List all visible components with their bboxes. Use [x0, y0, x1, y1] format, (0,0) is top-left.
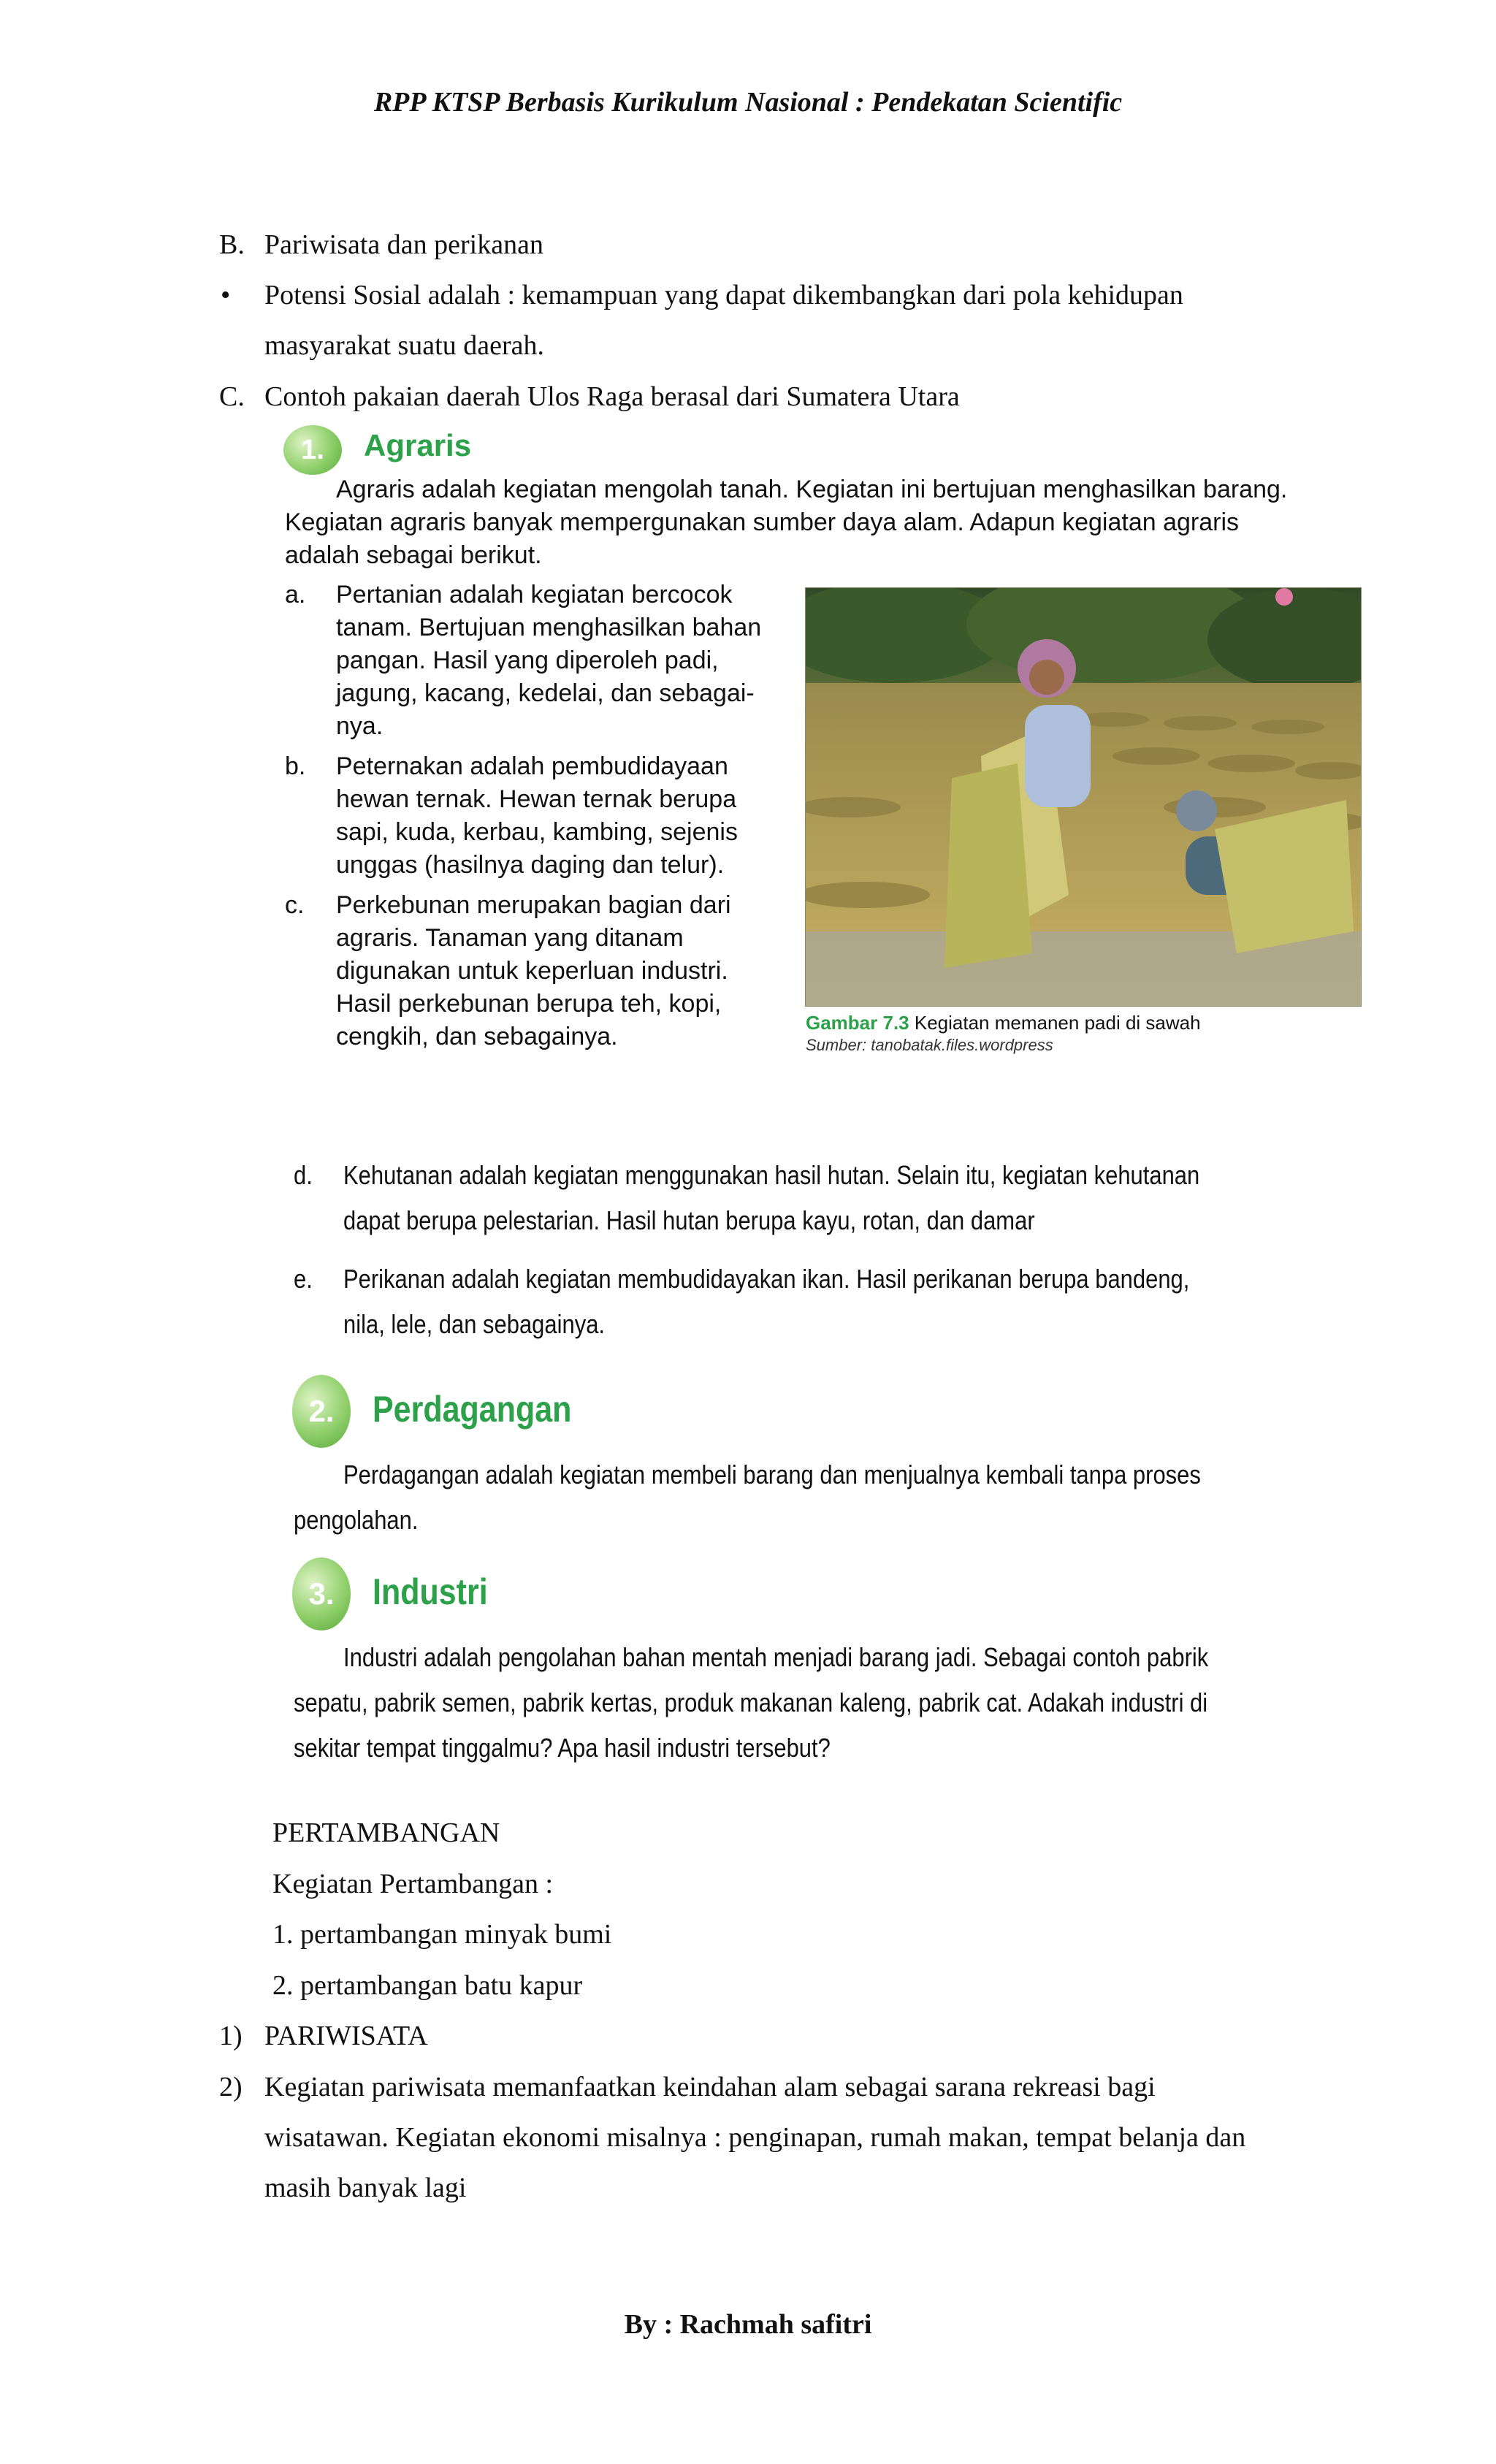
peternakan-line4: unggas (hasilnya daging dan telur).: [336, 851, 725, 879]
perdagangan-line1: Perdagangan adalah kegiatan membeli barang dan menjualnya kembali tanpa proses: [343, 1460, 1201, 1490]
list-item-ulos-raga: Contoh pakaian daerah Ulos Raga berasal dari Sumatera Utara: [264, 381, 960, 412]
figure-label: Gambar 7.3: [806, 1012, 909, 1034]
peternakan-line3: sapi, kuda, kerbau, kambing, sejenis: [336, 818, 738, 846]
rice-harvest-photo: [805, 587, 1362, 1007]
peternakan-line1: Peternakan adalah pembudidayaan: [336, 752, 728, 780]
list-marker-c: C.: [219, 381, 245, 412]
kehutanan-line2: dapat berupa pelestarian. Hasil hutan berupa kayu, rotan, dan damar: [343, 1205, 1035, 1235]
pariwisata-line3: masih banyak lagi: [264, 2173, 467, 2203]
industri-line2: sepatu, pabrik semen, pabrik kertas, produk makanan kaleng, pabrik cat. Adakah industri di: [294, 1687, 1208, 1717]
section-number-badge: 3.: [292, 1557, 351, 1630]
perdagangan-heading: Perdagangan: [373, 1389, 572, 1430]
pertambangan-item-1: 1. pertambangan minyak bumi: [272, 1919, 612, 1950]
item-marker-a: a.: [285, 581, 306, 609]
kehutanan-line1: Kehutanan adalah kegiatan menggunakan hasil hutan. Selain itu, kegiatan kehutanan: [343, 1160, 1200, 1190]
perkebunan-line3: digunakan untuk keperluan industri.: [336, 957, 728, 985]
pariwisata-title: PARIWISATA: [264, 2021, 428, 2051]
perikanan-line1: Perikanan adalah kegiatan membudidayakan ikan. Hasil perikanan berupa bandeng,: [343, 1264, 1190, 1294]
perkebunan-line5: cengkih, dan sebagainya.: [336, 1023, 618, 1050]
list-marker-1: 1): [219, 2021, 243, 2051]
item-marker-e: e.: [294, 1264, 313, 1294]
pertanian-line5: nya.: [336, 712, 383, 740]
page-footer: By : Rachmah safitri: [624, 2309, 872, 2340]
agraris-intro-line2: Kegiatan agraris banyak mempergunakan sumber daya alam. Adapun kegiatan agraris: [285, 508, 1240, 536]
pariwisata-line2: wisatawan. Kegiatan ekonomi misalnya : penginapan, rumah makan, tempat belanja dan: [264, 2122, 1246, 2153]
pertanian-line4: jagung, kacang, kedelai, dan sebagai-: [336, 679, 755, 707]
perkebunan-line4: Hasil perkebunan berupa teh, kopi,: [336, 990, 722, 1018]
pertanian-line1: Pertanian adalah kegiatan bercocok: [336, 581, 733, 609]
item-marker-d: d.: [294, 1160, 313, 1190]
pertambangan-item-2: 2. pertambangan batu kapur: [272, 1970, 583, 2001]
potensi-sosial-line1: Potensi Sosial adalah : kemampuan yang dapat dikembangkan dari pola kehidupan: [264, 280, 1183, 310]
perdagangan-line2: pengolahan.: [294, 1505, 419, 1535]
item-marker-b: b.: [285, 752, 306, 780]
agraris-intro-line1: Agraris adalah kegiatan mengolah tanah. Kegiatan ini bertujuan menghasilkan barang.: [336, 476, 1288, 503]
industri-line3: sekitar tempat tinggalmu? Apa hasil industri tersebut?: [294, 1733, 831, 1763]
potensi-sosial-line2: masyarakat suatu daerah.: [264, 330, 544, 361]
pariwisata-line1: Kegiatan pariwisata memanfaatkan keindahan alam sebagai sarana rekreasi bagi: [264, 2072, 1156, 2102]
industri-line1: Industri adalah pengolahan bahan mentah menjadi barang jadi. Sebagai contoh pabrik: [343, 1642, 1209, 1672]
industri-heading: Industri: [373, 1571, 488, 1612]
figure-caption-text: Kegiatan memanen padi di sawah: [914, 1012, 1201, 1034]
item-marker-c: c.: [285, 891, 305, 919]
section-number-badge: 2.: [292, 1375, 351, 1448]
figure-source: Sumber: tanobatak.files.wordpress: [806, 1036, 1053, 1054]
pertambangan-title: PERTAMBANGAN: [272, 1818, 500, 1848]
perikanan-line2: nila, lele, dan sebagainya.: [343, 1309, 606, 1339]
list-item-pariwisata-perikanan: Pariwisata dan perikanan: [264, 229, 543, 260]
perkebunan-line2: agraris. Tanaman yang ditanam: [336, 924, 684, 952]
perkebunan-line1: Perkebunan merupakan bagian dari: [336, 891, 731, 919]
bullet-marker: •: [221, 280, 231, 310]
pertambangan-subtitle: Kegiatan Pertambangan :: [272, 1869, 554, 1899]
peternakan-line2: hewan ternak. Hewan ternak berupa: [336, 785, 737, 813]
pertanian-line3: pangan. Hasil yang diperoleh padi,: [336, 646, 719, 674]
agraris-heading: Agraris: [364, 428, 472, 462]
list-marker-b: B.: [219, 229, 245, 260]
list-marker-2: 2): [219, 2072, 243, 2102]
pertanian-line2: tanam. Bertujuan menghasilkan bahan: [336, 614, 762, 641]
page-header: RPP KTSP Berbasis Kurikulum Nasional : Pendekatan Scientific: [373, 87, 1123, 118]
figure-caption: [806, 1012, 1201, 1034]
agraris-intro-line3: adalah sebagai berikut.: [285, 541, 542, 569]
section-number-badge: 1.: [283, 425, 342, 475]
